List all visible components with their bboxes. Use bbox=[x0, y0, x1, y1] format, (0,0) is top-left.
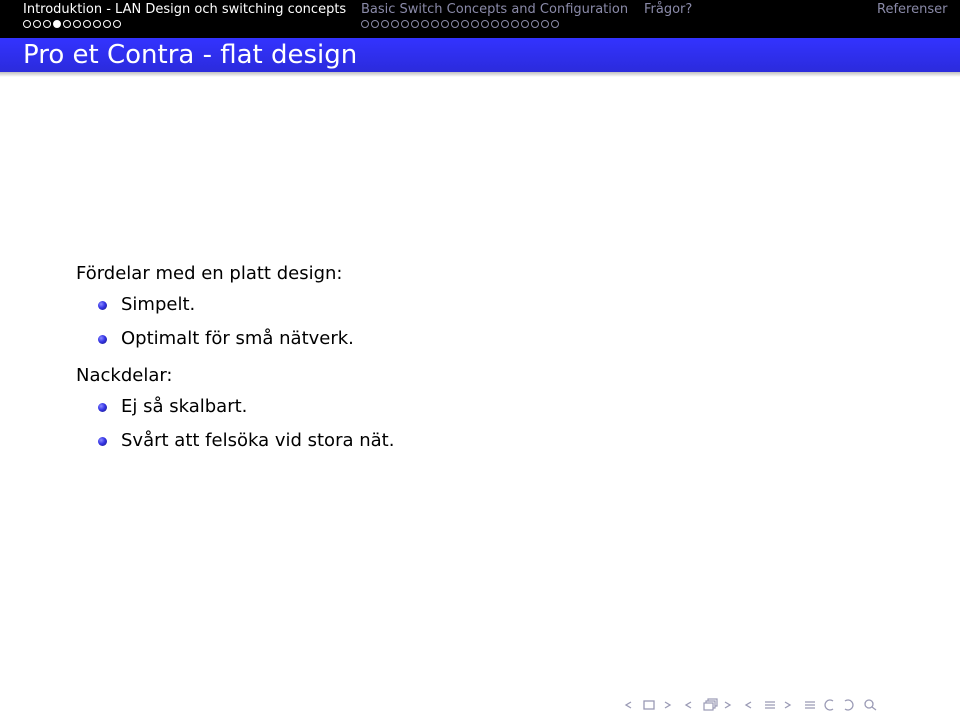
back-search-icon[interactable] bbox=[822, 696, 842, 714]
frame-dot[interactable] bbox=[83, 20, 91, 28]
frame-dot[interactable] bbox=[541, 20, 549, 28]
frame-dot[interactable] bbox=[481, 20, 489, 28]
frame-dot[interactable] bbox=[63, 20, 71, 28]
slide-content bbox=[76, 260, 394, 464]
bullet-icon bbox=[98, 437, 107, 446]
list-item-text: Simpelt. bbox=[121, 294, 196, 315]
section-left-icon[interactable] bbox=[742, 696, 762, 714]
pros-list bbox=[76, 288, 394, 356]
header-navigation bbox=[0, 0, 960, 38]
frame-icon[interactable] bbox=[642, 696, 662, 714]
frame-dot[interactable] bbox=[371, 20, 379, 28]
subsection-icon[interactable] bbox=[702, 696, 722, 714]
nav-section-title[interactable]: Referenser bbox=[877, 2, 948, 17]
list-item bbox=[76, 322, 394, 356]
nav-section-title[interactable]: Introduktion - LAN Design och switching concepts bbox=[23, 2, 347, 17]
frame-title: Pro et Contra - flat design bbox=[23, 40, 358, 70]
frame-dot[interactable] bbox=[43, 20, 51, 28]
subsection-right-icon[interactable] bbox=[722, 696, 742, 714]
cons-list bbox=[76, 390, 394, 458]
frame-dot[interactable] bbox=[53, 20, 61, 28]
bullet-icon bbox=[98, 403, 107, 412]
list-item bbox=[76, 390, 394, 424]
list-item bbox=[76, 288, 394, 322]
bullet-icon bbox=[98, 301, 107, 310]
frame-dot[interactable] bbox=[73, 20, 81, 28]
frame-dot[interactable] bbox=[33, 20, 41, 28]
forward-search-icon[interactable] bbox=[842, 696, 862, 714]
section-icon[interactable] bbox=[762, 696, 782, 714]
navigation-symbols bbox=[622, 696, 882, 714]
search-icon[interactable] bbox=[862, 696, 882, 714]
cons-heading: Nackdelar: bbox=[76, 365, 173, 386]
frame-dot[interactable] bbox=[461, 20, 469, 28]
nav-section-title[interactable]: Basic Switch Concepts and Configuration bbox=[361, 2, 629, 17]
frame-dot[interactable] bbox=[491, 20, 499, 28]
nav-section-dots bbox=[361, 20, 559, 28]
subsection-left-icon[interactable] bbox=[682, 696, 702, 714]
frame-dot[interactable] bbox=[471, 20, 479, 28]
frame-dot[interactable] bbox=[93, 20, 101, 28]
frame-dot[interactable] bbox=[411, 20, 419, 28]
frame-right-icon[interactable] bbox=[662, 696, 682, 714]
nav-section-title[interactable]: Frågor? bbox=[644, 2, 693, 17]
pros-heading: Fördelar med en platt design: bbox=[76, 263, 343, 284]
frame-dot[interactable] bbox=[381, 20, 389, 28]
frame-dot[interactable] bbox=[531, 20, 539, 28]
list-item-text: Optimalt för små nätverk. bbox=[121, 328, 354, 349]
frame-dot[interactable] bbox=[103, 20, 111, 28]
bullet-icon bbox=[98, 335, 107, 344]
list-item bbox=[76, 424, 394, 458]
frame-dot[interactable] bbox=[511, 20, 519, 28]
frame-dot[interactable] bbox=[401, 20, 409, 28]
frame-left-icon[interactable] bbox=[622, 696, 642, 714]
frame-dot[interactable] bbox=[551, 20, 559, 28]
frame-dot[interactable] bbox=[501, 20, 509, 28]
section-right-icon[interactable] bbox=[782, 696, 802, 714]
list-item-text: Svårt att felsöka vid stora nät. bbox=[121, 430, 395, 451]
frame-dot[interactable] bbox=[421, 20, 429, 28]
frame-dot[interactable] bbox=[361, 20, 369, 28]
frame-dot[interactable] bbox=[521, 20, 529, 28]
frame-dot[interactable] bbox=[23, 20, 31, 28]
frame-dot[interactable] bbox=[391, 20, 399, 28]
frame-dot[interactable] bbox=[451, 20, 459, 28]
frame-title-bar bbox=[0, 38, 960, 72]
list-item-text: Ej så skalbart. bbox=[121, 396, 248, 417]
frame-dot[interactable] bbox=[113, 20, 121, 28]
document-icon[interactable] bbox=[802, 696, 822, 714]
frame-dot[interactable] bbox=[441, 20, 449, 28]
nav-section-dots bbox=[23, 20, 121, 28]
frame-dot[interactable] bbox=[431, 20, 439, 28]
